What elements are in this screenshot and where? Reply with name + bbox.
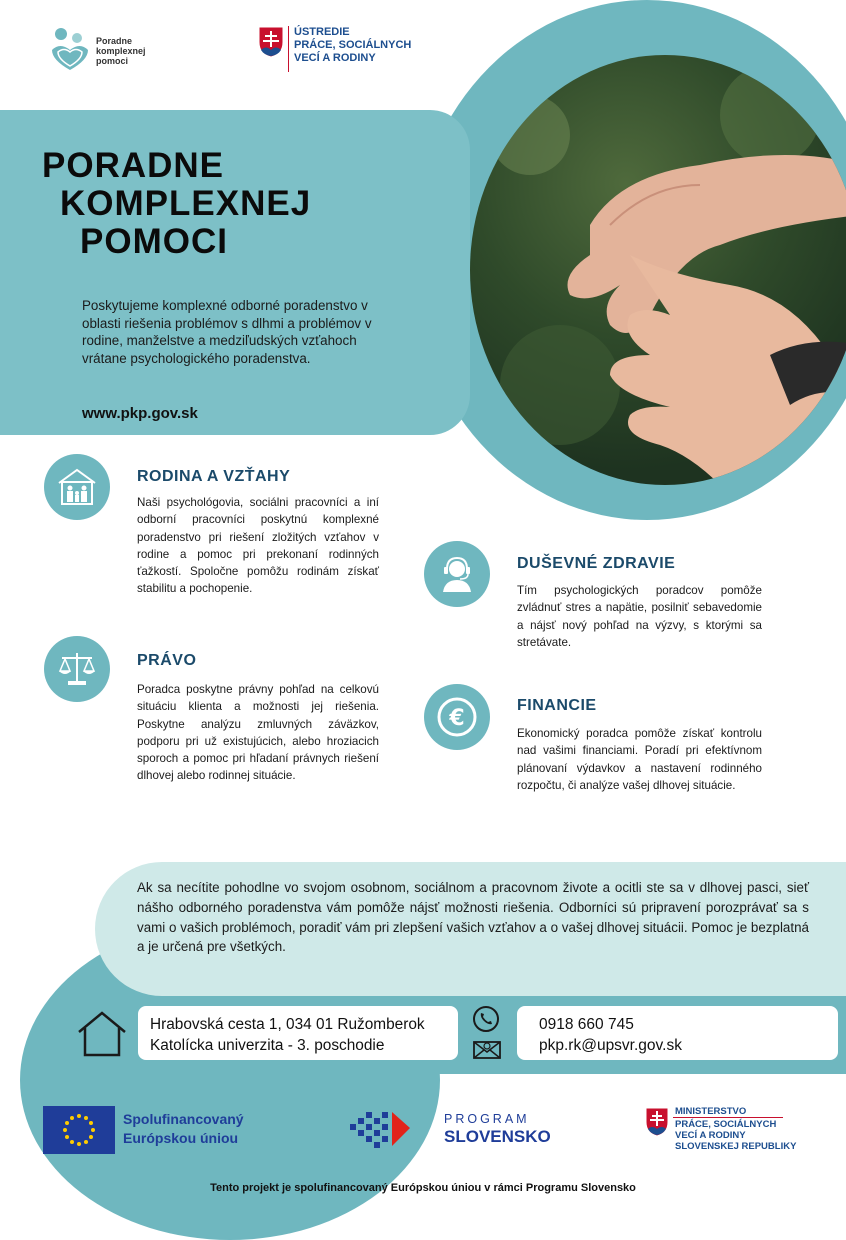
scales-of-justice-icon — [44, 636, 110, 702]
ministry-coat-of-arms-icon — [645, 1107, 669, 1142]
info-text: Ak sa necítite pohodlne vo svojom osobnom, sociálnom a pracovnom živote a ocitli ste sa v dlhovej pasci, sieť nášho odborného poradenstva vám pomôže nájsť možnosti riešenia. Odborníci sú pripravení porozprávať sa s vami o vašich problémoch, poradiť vám pri zlepšení vašich vzťahov a o vašej dlhovej situácii. Pomoc je bezplatná a je určená pre všetkých. — [137, 880, 809, 955]
section-title-rodina: RODINA A VZŤAHY — [137, 468, 291, 485]
headset-support-icon — [424, 541, 490, 607]
hero-title: PORADNE KOMPLEXNEJ POMOCI — [42, 146, 312, 261]
phone-icon — [472, 1005, 500, 1038]
section-title-zdravie: DUŠEVNÉ ZDRAVIE — [517, 555, 676, 572]
upsvr-logo — [258, 26, 458, 78]
euro-coin-icon — [424, 684, 490, 750]
contact-box — [517, 1006, 838, 1060]
upsvr-text: ÚSTREDIE PRÁCE, SOCIÁLNYCH VECÍ A RODINY — [294, 26, 412, 64]
slovak-coat-of-arms-icon — [258, 26, 284, 58]
ministry-text: MINISTERSTVO PRÁCE, SOCIÁLNYCH VECÍ A RODINY SLOVENSKEJ REPUBLIKY — [675, 1106, 797, 1152]
footer-note: Tento projekt je spolufinancovaný Európskou úniou v rámci Programu Slovensko — [210, 1182, 636, 1194]
website-link[interactable]: www.pkp.gov.sk — [82, 405, 198, 422]
email-icon — [472, 1038, 502, 1065]
upsvr-divider — [288, 26, 289, 72]
eu-cofinanced-text: Spolufinancovaný Európskou úniou — [123, 1111, 244, 1146]
pkp-logo — [48, 26, 168, 74]
section-title-financie: FINANCIE — [517, 697, 597, 714]
pkp-logo-icon — [48, 26, 92, 72]
eu-flag-icon — [43, 1106, 115, 1154]
address-line-1: Hrabovská cesta 1, 034 01 Ružomberok — [150, 1016, 425, 1033]
section-title-pravo: PRÁVO — [137, 652, 197, 669]
program-slovensko-logo-icon — [346, 1106, 436, 1157]
address-line-2: Katolícka univerzita - 3. poschodie — [150, 1037, 385, 1054]
section-text-pravo: Poradca poskytne právny pohľad na celkovú situáciu klienta a možnosti jej riešenia. Poskytne analýzu zmluvných záväzkov, podporu pri už existujúcich, alebo hroziacich sporoch a pomoc pri hľadaní právnych riešení dlhovej alebo rodinnej situácie. — [137, 683, 379, 783]
family-house-icon — [44, 454, 110, 520]
pkp-logo-text: Poradne komplexnej pomoci — [96, 36, 146, 66]
home-icon — [76, 1010, 128, 1063]
program-slovensko-text: PROGRAM SLOVENSKO — [444, 1112, 551, 1146]
email-address[interactable]: pkp.rk@upsvr.gov.sk — [539, 1037, 682, 1054]
section-text-financie: Ekonomický poradca pomôže získať kontrolu nad vašimi financiami. Poradí pri efektívnom plánovaní výdavkov a nastavení rodinného rozpočtu, či analýze vašej dlhovej situácie. — [517, 727, 762, 792]
address-box — [138, 1006, 458, 1060]
phone-number[interactable]: 0918 660 745 — [539, 1016, 634, 1033]
hero-description: Poskytujeme komplexné odborné poradenstvo v oblasti riešenia problémov s dlhmi a problémov v rodine, manželstve a medziľudských vzťahoch vrátane psychologického poradenstva. — [82, 298, 372, 366]
hands-illustration — [470, 55, 846, 485]
svg-text:€: € — [449, 706, 465, 731]
hands-photo — [470, 55, 846, 485]
section-text-rodina: Naši psychológovia, sociálni pracovníci a iní odborní pracovníci poskytnú komplexné poradenstvo pri riešení zložitých vzťahov v rodine a pomoc pri prekonaní rodinných ťažkostí. Spoločne pomôžu rodinám získať stabilitu a pochopenie. — [137, 496, 379, 596]
section-text-zdravie: Tím psychologických poradcov pomôže zvládnuť stres a napätie, posilniť sebavedomie a nájsť nový pohľad na výzvy, s ktorými sa stretávate. — [517, 584, 762, 649]
